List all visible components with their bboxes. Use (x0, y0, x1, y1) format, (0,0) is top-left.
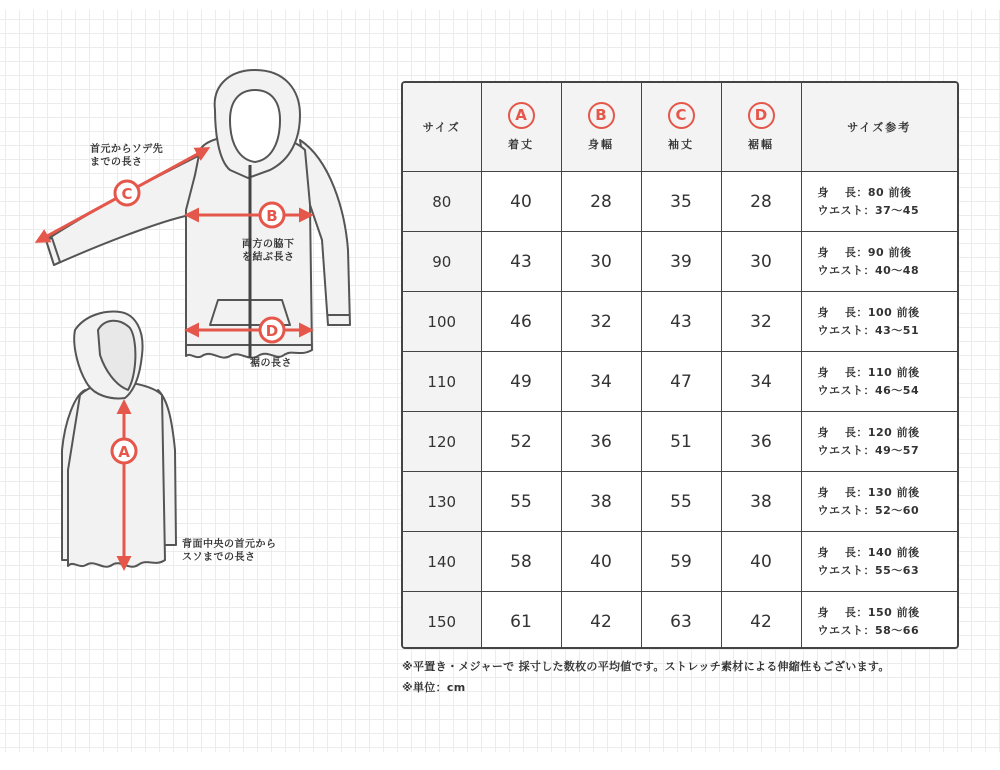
badge-b: B (588, 102, 615, 129)
sleeve-c-cell: 59 (641, 532, 721, 592)
width-b-cell: 32 (561, 292, 641, 352)
height-reference: 身 長：110 前後 (817, 365, 920, 379)
sleeve-c-cell: 63 (641, 592, 721, 650)
waist-reference: ウエスト：52～60 (817, 503, 920, 517)
size-cell: 120 (403, 412, 481, 472)
table-row (403, 532, 957, 592)
table-row (403, 172, 957, 232)
size-cell: 150 (403, 592, 481, 650)
sleeve-c-cell: 35 (641, 172, 721, 232)
footnote-unit: ※単位：cm (402, 681, 466, 694)
width-b-cell: 36 (561, 412, 641, 472)
table-row (403, 232, 957, 292)
sleeve-length-note: 首元からソデ先 までの長さ (90, 144, 164, 168)
height-reference: 身 長：80 前後 (817, 185, 912, 199)
header-d: D 裾幅 (721, 83, 801, 172)
reference-cell (801, 472, 957, 532)
length-a-cell: 43 (481, 232, 561, 292)
size-cell: 100 (403, 292, 481, 352)
bottom-margin (0, 752, 1000, 770)
header-a: A 着丈 (481, 83, 561, 172)
reference-cell (801, 532, 957, 592)
sleeve-c-cell: 39 (641, 232, 721, 292)
header-size: サイズ (403, 83, 481, 172)
sleeve-c-cell: 47 (641, 352, 721, 412)
marker-a (112, 439, 136, 463)
reference-cell (801, 172, 957, 232)
hem-d-cell: 40 (721, 532, 801, 592)
length-a-cell: 61 (481, 592, 561, 650)
hem-d-cell: 30 (721, 232, 801, 292)
size-cell: 80 (403, 172, 481, 232)
width-b-cell: 38 (561, 472, 641, 532)
size-cell: 90 (403, 232, 481, 292)
table-row (403, 412, 957, 472)
table-header-row (403, 83, 957, 172)
marker-d (260, 318, 284, 342)
footnote-measurement: ※平置き・メジャーで 採寸した数枚の平均値です。ストレッチ素材による伸縮性もございます。 (402, 660, 890, 673)
waist-reference: ウエスト：55～63 (817, 563, 920, 577)
size-cell: 140 (403, 532, 481, 592)
table-row (403, 292, 957, 352)
marker-c (115, 181, 139, 205)
svg-text:B: B (266, 207, 278, 225)
hem-width-note: 裾の長さ (250, 358, 292, 369)
length-a-cell: 46 (481, 292, 561, 352)
header-b: B 身幅 (561, 83, 641, 172)
waist-reference: ウエスト：46～54 (817, 383, 920, 397)
sleeve-c-cell: 51 (641, 412, 721, 472)
svg-text:D: D (265, 322, 279, 340)
reference-cell (801, 292, 957, 352)
hem-d-cell: 32 (721, 292, 801, 352)
length-a-cell: 52 (481, 412, 561, 472)
height-reference: 身 長：150 前後 (817, 605, 920, 619)
reference-cell (801, 592, 957, 650)
table-row (403, 472, 957, 532)
waist-reference: ウエスト：49～57 (817, 443, 920, 457)
reference-cell (801, 232, 957, 292)
width-b-cell: 42 (561, 592, 641, 650)
length-a-cell: 49 (481, 352, 561, 412)
reference-cell (801, 412, 957, 472)
badge-d: D (748, 102, 775, 129)
length-a-cell: 40 (481, 172, 561, 232)
width-b-cell: 30 (561, 232, 641, 292)
hem-d-cell: 38 (721, 472, 801, 532)
svg-text:A: A (118, 443, 130, 461)
width-b-cell: 40 (561, 532, 641, 592)
badge-c: C (668, 102, 695, 129)
width-b-cell: 28 (561, 172, 641, 232)
height-reference: 身 長：130 前後 (817, 485, 920, 499)
chest-width-note: 両方の脇下 を結ぶ長さ (242, 239, 295, 263)
size-cell: 110 (403, 352, 481, 412)
hem-d-cell: 34 (721, 352, 801, 412)
waist-reference: ウエスト：43～51 (817, 323, 920, 337)
sleeve-c-cell: 55 (641, 472, 721, 532)
hem-d-cell: 36 (721, 412, 801, 472)
sleeve-c-cell: 43 (641, 292, 721, 352)
length-a-cell: 58 (481, 532, 561, 592)
width-b-cell: 34 (561, 352, 641, 412)
waist-reference: ウエスト：37～45 (817, 203, 920, 217)
badge-a: A (508, 102, 535, 129)
height-reference: 身 長：120 前後 (817, 425, 920, 439)
hem-d-cell: 42 (721, 592, 801, 650)
header-reference: サイズ参考 (801, 83, 957, 172)
reference-cell (801, 352, 957, 412)
height-reference: 身 長：90 前後 (817, 245, 912, 259)
waist-reference: ウエスト：58～66 (817, 623, 920, 637)
table-row (403, 592, 957, 650)
header-c: C 袖丈 (641, 83, 721, 172)
hem-d-cell: 28 (721, 172, 801, 232)
height-reference: 身 長：140 前後 (817, 545, 920, 559)
size-table (401, 81, 959, 649)
waist-reference: ウエスト：40～48 (817, 263, 920, 277)
size-cell: 130 (403, 472, 481, 532)
height-reference: 身 長：100 前後 (817, 305, 920, 319)
table-row (403, 352, 957, 412)
svg-text:C: C (121, 185, 133, 203)
marker-b (260, 203, 284, 227)
body-length-note: 背面中央の首元から スソまでの長さ (182, 539, 277, 563)
length-a-cell: 55 (481, 472, 561, 532)
